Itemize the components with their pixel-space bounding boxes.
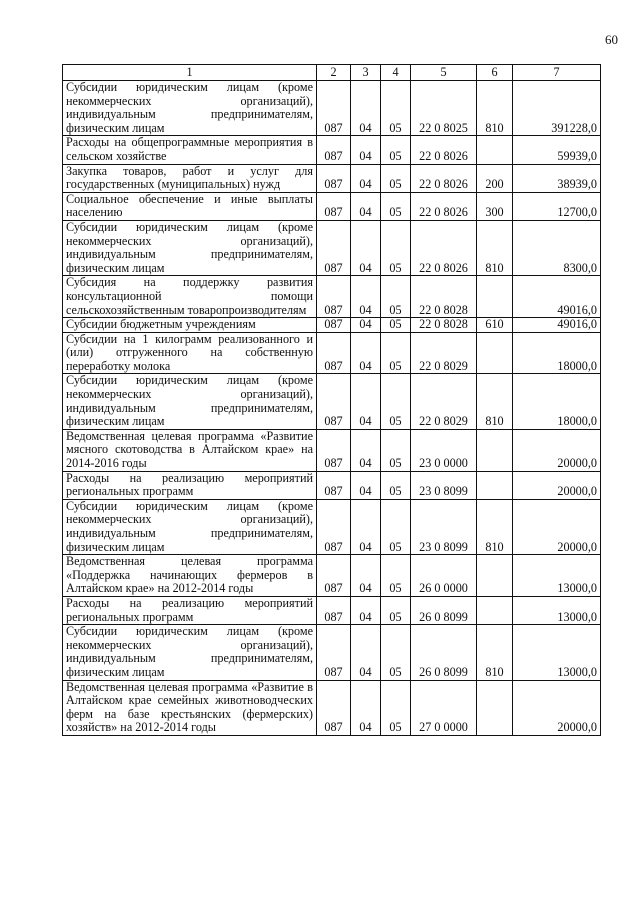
expense-type-code: 200: [477, 164, 513, 192]
ministry-code: 087: [317, 192, 351, 220]
ministry-code: 087: [317, 81, 351, 136]
table-row: [63, 471, 601, 499]
table-row: [63, 555, 601, 597]
expense-name: Субсидии юридическим лицам (кроме некоммерческих организаций), индивидуальным предпринимателям, физическим лицам: [63, 220, 317, 275]
expense-name: Расходы на реализацию мероприятий региональных программ: [63, 596, 317, 624]
table-row: [63, 318, 601, 333]
table-header-row: [63, 65, 601, 81]
table-row: [63, 192, 601, 220]
subsection-code: 05: [381, 318, 411, 333]
amount: 59939,0: [513, 136, 601, 164]
section-code: 04: [351, 625, 381, 680]
section-code: 04: [351, 81, 381, 136]
section-code: 04: [351, 429, 381, 471]
target-article-code: 23 0 8099: [411, 499, 477, 554]
expense-name: Субсидии бюджетным учреждениям: [63, 318, 317, 333]
ministry-code: 087: [317, 680, 351, 735]
target-article-code: 23 0 8099: [411, 471, 477, 499]
amount: 38939,0: [513, 164, 601, 192]
expense-type-code: [477, 471, 513, 499]
amount: 13000,0: [513, 625, 601, 680]
column-header: 4: [381, 65, 411, 81]
expense-name: Субсидии на 1 килограмм реализованного и (или) отгруженного на собственную переработку молока: [63, 332, 317, 374]
amount: 20000,0: [513, 471, 601, 499]
subsection-code: 05: [381, 429, 411, 471]
table-row: [63, 332, 601, 374]
section-code: 04: [351, 374, 381, 429]
expense-type-code: 810: [477, 625, 513, 680]
target-article-code: 22 0 8026: [411, 164, 477, 192]
ministry-code: 087: [317, 164, 351, 192]
amount: 20000,0: [513, 680, 601, 735]
ministry-code: 087: [317, 625, 351, 680]
ministry-code: 087: [317, 596, 351, 624]
expense-name: Субсидия на поддержку развития консультационной помощи сельскохозяйственным товаропроизводителям: [63, 276, 317, 318]
expense-name: Ведомственная целевая программа «Развитие в Алтайском крае семейных животноводческих ферм на базе крестьянских (фермерских) хозяйств» на 2012-2014 годы: [63, 680, 317, 735]
expense-name: Субсидии юридическим лицам (кроме некоммерческих организаций), индивидуальным предпринимателям, физическим лицам: [63, 625, 317, 680]
expense-name: Расходы на реализацию мероприятий региональных программ: [63, 471, 317, 499]
expense-type-code: [477, 136, 513, 164]
ministry-code: 087: [317, 332, 351, 374]
expense-type-code: 300: [477, 192, 513, 220]
target-article-code: 26 0 8099: [411, 596, 477, 624]
subsection-code: 05: [381, 374, 411, 429]
expense-type-code: 810: [477, 499, 513, 554]
subsection-code: 05: [381, 555, 411, 597]
ministry-code: 087: [317, 136, 351, 164]
section-code: 04: [351, 220, 381, 275]
expense-name: Субсидии юридическим лицам (кроме некоммерческих организаций), индивидуальным предпринимателям, физическим лицам: [63, 374, 317, 429]
expense-name: Ведомственная целевая программа «Развитие мясного скотоводства в Алтайском крае» на 2014-2016 годы: [63, 429, 317, 471]
expense-type-code: [477, 429, 513, 471]
amount: 8300,0: [513, 220, 601, 275]
expense-type-code: 810: [477, 374, 513, 429]
expense-name: Субсидии юридическим лицам (кроме некоммерческих организаций), индивидуальным предпринимателям, физическим лицам: [63, 499, 317, 554]
ministry-code: 087: [317, 429, 351, 471]
table-row: [63, 429, 601, 471]
subsection-code: 05: [381, 81, 411, 136]
subsection-code: 05: [381, 276, 411, 318]
ministry-code: 087: [317, 499, 351, 554]
subsection-code: 05: [381, 164, 411, 192]
column-header: 2: [317, 65, 351, 81]
section-code: 04: [351, 136, 381, 164]
section-code: 04: [351, 680, 381, 735]
section-code: 04: [351, 192, 381, 220]
page-number: 60: [605, 32, 618, 47]
target-article-code: 26 0 8099: [411, 625, 477, 680]
subsection-code: 05: [381, 192, 411, 220]
amount: 20000,0: [513, 429, 601, 471]
column-header: 3: [351, 65, 381, 81]
amount: 49016,0: [513, 276, 601, 318]
amount: 13000,0: [513, 596, 601, 624]
target-article-code: 22 0 8026: [411, 220, 477, 275]
subsection-code: 05: [381, 332, 411, 374]
section-code: 04: [351, 471, 381, 499]
amount: 18000,0: [513, 374, 601, 429]
target-article-code: 27 0 0000: [411, 680, 477, 735]
target-article-code: 22 0 8029: [411, 374, 477, 429]
target-article-code: 22 0 8025: [411, 81, 477, 136]
ministry-code: 087: [317, 220, 351, 275]
subsection-code: 05: [381, 136, 411, 164]
table-row: [63, 136, 601, 164]
expense-type-code: 810: [477, 220, 513, 275]
table-row: [63, 625, 601, 680]
section-code: 04: [351, 276, 381, 318]
table-row: [63, 276, 601, 318]
column-header: 7: [513, 65, 601, 81]
expense-type-code: [477, 596, 513, 624]
table-row: [63, 680, 601, 735]
ministry-code: 087: [317, 555, 351, 597]
expense-type-code: 810: [477, 81, 513, 136]
section-code: 04: [351, 164, 381, 192]
section-code: 04: [351, 318, 381, 333]
target-article-code: 23 0 0000: [411, 429, 477, 471]
amount: 391228,0: [513, 81, 601, 136]
expense-type-code: [477, 555, 513, 597]
subsection-code: 05: [381, 625, 411, 680]
amount: 18000,0: [513, 332, 601, 374]
target-article-code: 26 0 0000: [411, 555, 477, 597]
amount: 13000,0: [513, 555, 601, 597]
expense-type-code: [477, 332, 513, 374]
table-row: [63, 164, 601, 192]
ministry-code: 087: [317, 318, 351, 333]
table-row: [63, 596, 601, 624]
subsection-code: 05: [381, 596, 411, 624]
column-header: 6: [477, 65, 513, 81]
expense-name: Закупка товаров, работ и услуг для государственных (муниципальных) нужд: [63, 164, 317, 192]
section-code: 04: [351, 555, 381, 597]
table-row: [63, 81, 601, 136]
column-header: 1: [63, 65, 317, 81]
column-header: 5: [411, 65, 477, 81]
section-code: 04: [351, 332, 381, 374]
ministry-code: 087: [317, 276, 351, 318]
subsection-code: 05: [381, 471, 411, 499]
amount: 20000,0: [513, 499, 601, 554]
target-article-code: 22 0 8029: [411, 332, 477, 374]
table-row: [63, 374, 601, 429]
subsection-code: 05: [381, 220, 411, 275]
expense-name: Ведомственная целевая программа «Поддержка начинающих фермеров в Алтайском крае» на 2012-2014 годы: [63, 555, 317, 597]
expense-type-code: [477, 276, 513, 318]
ministry-code: 087: [317, 471, 351, 499]
amount: 49016,0: [513, 318, 601, 333]
target-article-code: 22 0 8026: [411, 136, 477, 164]
section-code: 04: [351, 596, 381, 624]
ministry-code: 087: [317, 374, 351, 429]
target-article-code: 22 0 8026: [411, 192, 477, 220]
amount: 12700,0: [513, 192, 601, 220]
target-article-code: 22 0 8028: [411, 318, 477, 333]
target-article-code: 22 0 8028: [411, 276, 477, 318]
section-code: 04: [351, 499, 381, 554]
table-row: [63, 499, 601, 554]
table-row: [63, 220, 601, 275]
subsection-code: 05: [381, 680, 411, 735]
expense-name: Социальное обеспечение и иные выплаты населению: [63, 192, 317, 220]
budget-table: [62, 64, 601, 736]
expense-type-code: [477, 680, 513, 735]
expense-name: Расходы на общепрограммные мероприятия в сельском хозяйстве: [63, 136, 317, 164]
expense-name: Субсидии юридическим лицам (кроме некоммерческих организаций), индивидуальным предпринимателям, физическим лицам: [63, 81, 317, 136]
expense-type-code: 610: [477, 318, 513, 333]
subsection-code: 05: [381, 499, 411, 554]
